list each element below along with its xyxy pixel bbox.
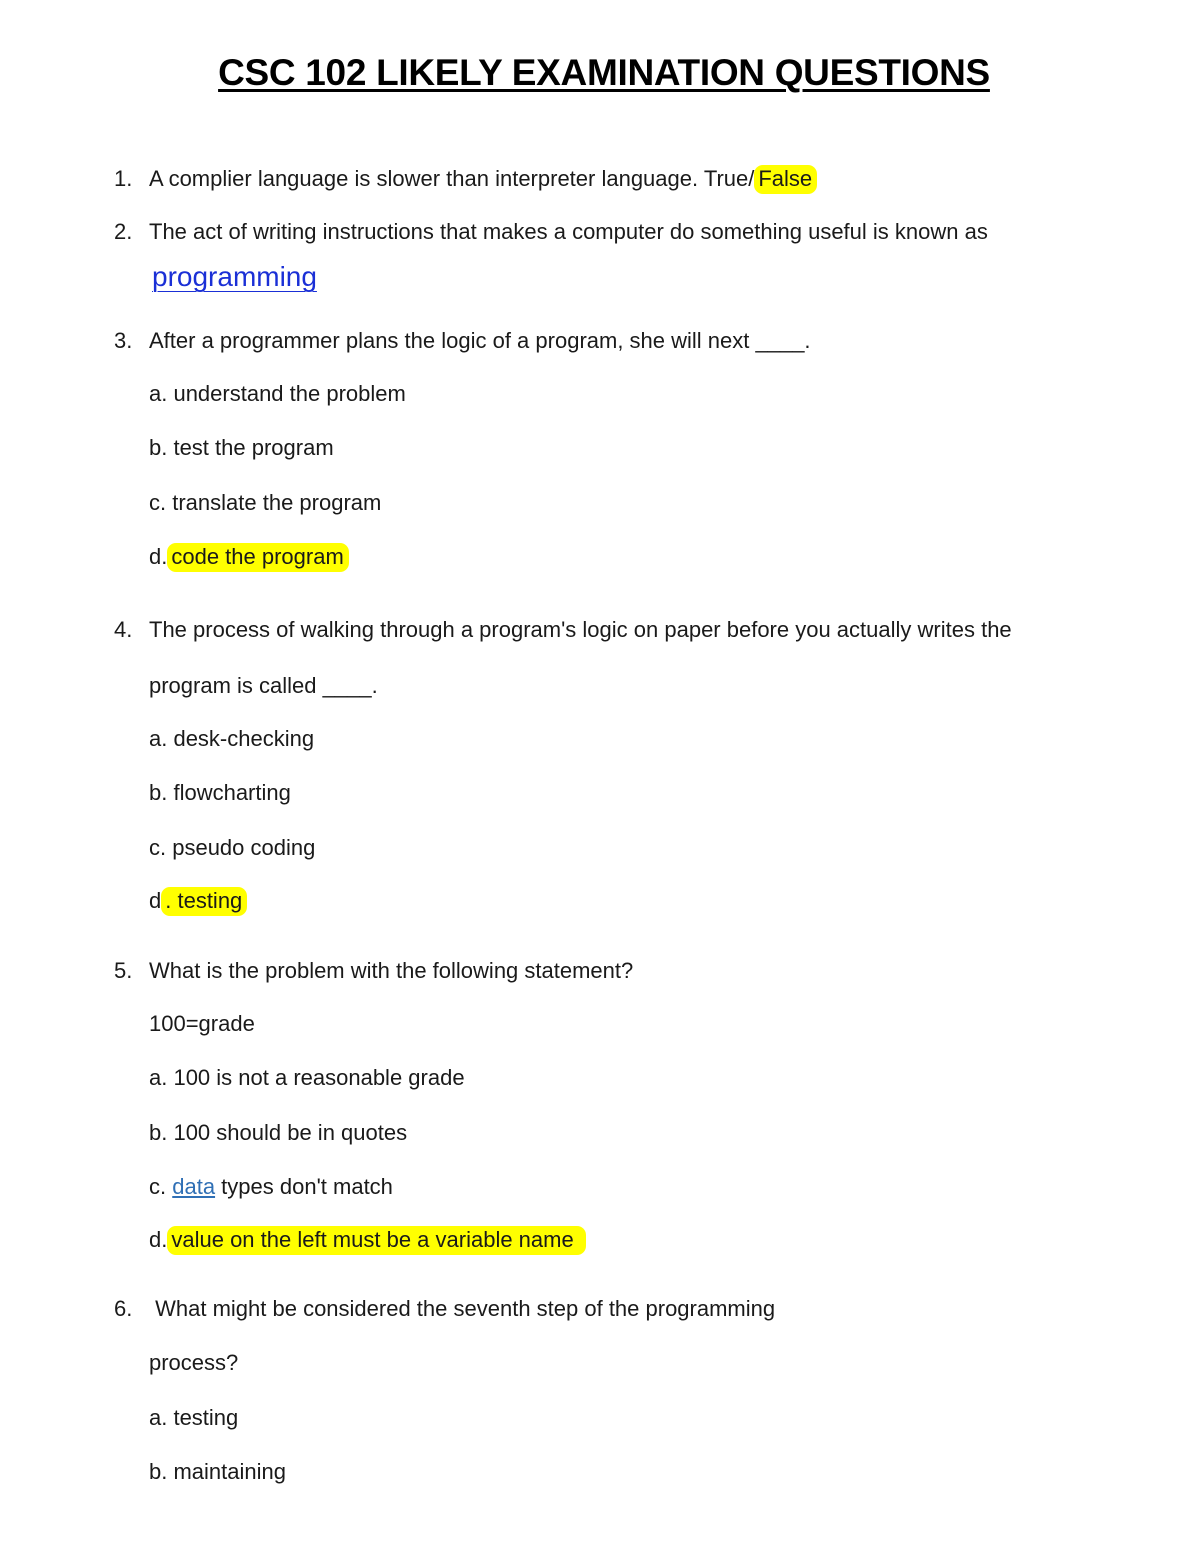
question-3-option-a: a. understand the problem <box>149 381 406 406</box>
question-4-text: The process of walking through a program's logic on paper before you actually writes the <box>149 617 1012 642</box>
question-3-text: After a programmer plans the logic of a program, she will next ____. <box>149 328 811 353</box>
question-4-option-c: c. pseudo coding <box>149 835 316 860</box>
question-4-number: 4. <box>114 617 133 642</box>
question-6-text: What might be considered the seventh step of the programming <box>149 1296 776 1321</box>
question-5-option-c-prefix: c. <box>149 1174 173 1199</box>
question-1-answer: False <box>754 165 817 194</box>
question-5-text: What is the problem with the following statement? <box>149 958 634 983</box>
question-3-option-b: b. test the program <box>149 435 334 460</box>
question-3-option-d <box>149 544 349 570</box>
question-4-option-a: a. desk-checking <box>149 726 315 751</box>
page-title: CSC 102 LIKELY EXAMINATION QUESTIONS <box>218 52 990 93</box>
question-5-number: 5. <box>114 958 133 983</box>
question-2-answer-line <box>152 261 325 292</box>
question-3-option-c: c. translate the program <box>149 490 382 515</box>
question-1 <box>149 166 817 192</box>
question-6-option-a: a. testing <box>149 1405 239 1430</box>
question-4-option-b: b. flowcharting <box>149 780 291 805</box>
question-6-number: 6. <box>114 1296 133 1321</box>
question-5-answer: value on the left must be a variable name <box>167 1226 585 1255</box>
question-2-number: 2. <box>114 219 133 244</box>
question-5-option-d <box>149 1227 586 1253</box>
question-3-number: 3. <box>114 328 133 353</box>
question-1-number: 1. <box>114 166 133 191</box>
question-3-option-d-prefix: d. <box>149 544 168 569</box>
question-6-text-continued: process? <box>149 1350 239 1375</box>
question-5-statement: 100=grade <box>149 1011 255 1036</box>
question-4-option-d-prefix: d <box>149 888 162 913</box>
question-5-option-b: b. 100 should be in quotes <box>149 1120 408 1145</box>
question-2-text: The act of writing instructions that makes a computer do something useful is known as <box>149 219 988 244</box>
question-4-text-continued: program is called ____. <box>149 673 378 698</box>
question-3-answer: code the program <box>167 543 348 572</box>
data-link[interactable]: data <box>172 1174 216 1199</box>
question-5-option-a: a. 100 is not a reasonable grade <box>149 1065 465 1090</box>
question-5-option-c <box>149 1174 393 1200</box>
question-6-option-b: b. maintaining <box>149 1459 286 1484</box>
question-1-text: A complier language is slower than interpreter language. True/ <box>149 166 755 191</box>
question-4-answer: . testing <box>161 887 247 916</box>
question-5-option-c-suffix: types don't match <box>215 1174 393 1199</box>
question-2-answer: programming <box>152 261 317 292</box>
question-5-option-d-prefix: d. <box>149 1227 168 1252</box>
question-4-option-d <box>149 888 247 914</box>
